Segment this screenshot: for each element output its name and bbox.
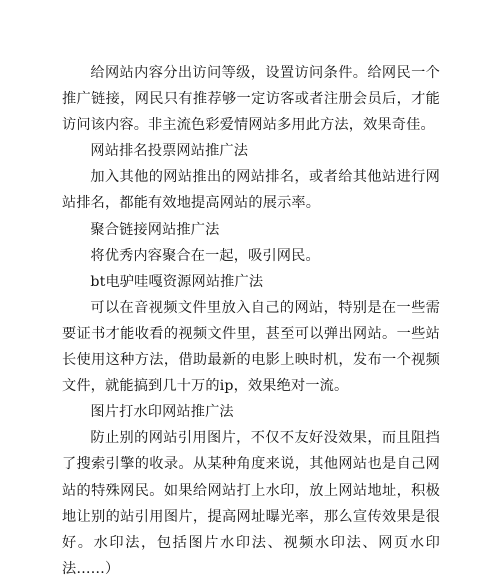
paragraph-bt-resources: 可以在音视频文件里放入自己的网站，特别是在一些需要证书才能收看的视频文件里，甚至可以弹出网站。一些站长使用这种方法，借助最新的电影上映时机，发布一个视频文件，就能搞到几十万的ip，效果绝对一流。 [62, 299, 440, 395]
heading-ranking-vote: 网站排名投票网站推广法 [90, 143, 249, 160]
paragraph-image-watermark: 防止别的网站引用图片，不仅不友好没效果，而且阻挡了搜索引擎的收录。从某种角度来说，其他网站也是自己网站的特殊网民。如果给网站打上水印，放上网站地址，积极地让别的站引用图片，提高网址曝光率，那么宣传效果是很好。水印法，包括图片水印法、视频水印法、网页水印法……） [62, 430, 440, 577]
heading-image-watermark: 图片打水印网站推广法 [90, 404, 234, 421]
heading-bt-resources: bt电驴哇嘎资源网站推广法 [90, 273, 264, 290]
heading-aggregate-links: 聚合链接网站推广法 [90, 221, 220, 238]
paragraph-aggregate-links: 将优秀内容聚合在一起，吸引网民。 [90, 247, 320, 264]
paragraph-ranking-vote: 加入其他的网站推出的网站排名，或者给其他站进行网站排名，都能有效地提高网站的展示率。 [62, 169, 440, 212]
document-body [62, 60, 440, 582]
paragraph-access-level: 给网站内容分出访问等级，设置访问条件。给网民一个推广链接，网民只有推荐够一定访客或者注册会员后，才能访问该内容。非主流色彩爱情网站多用此方法，效果奇佳。 [62, 65, 440, 134]
